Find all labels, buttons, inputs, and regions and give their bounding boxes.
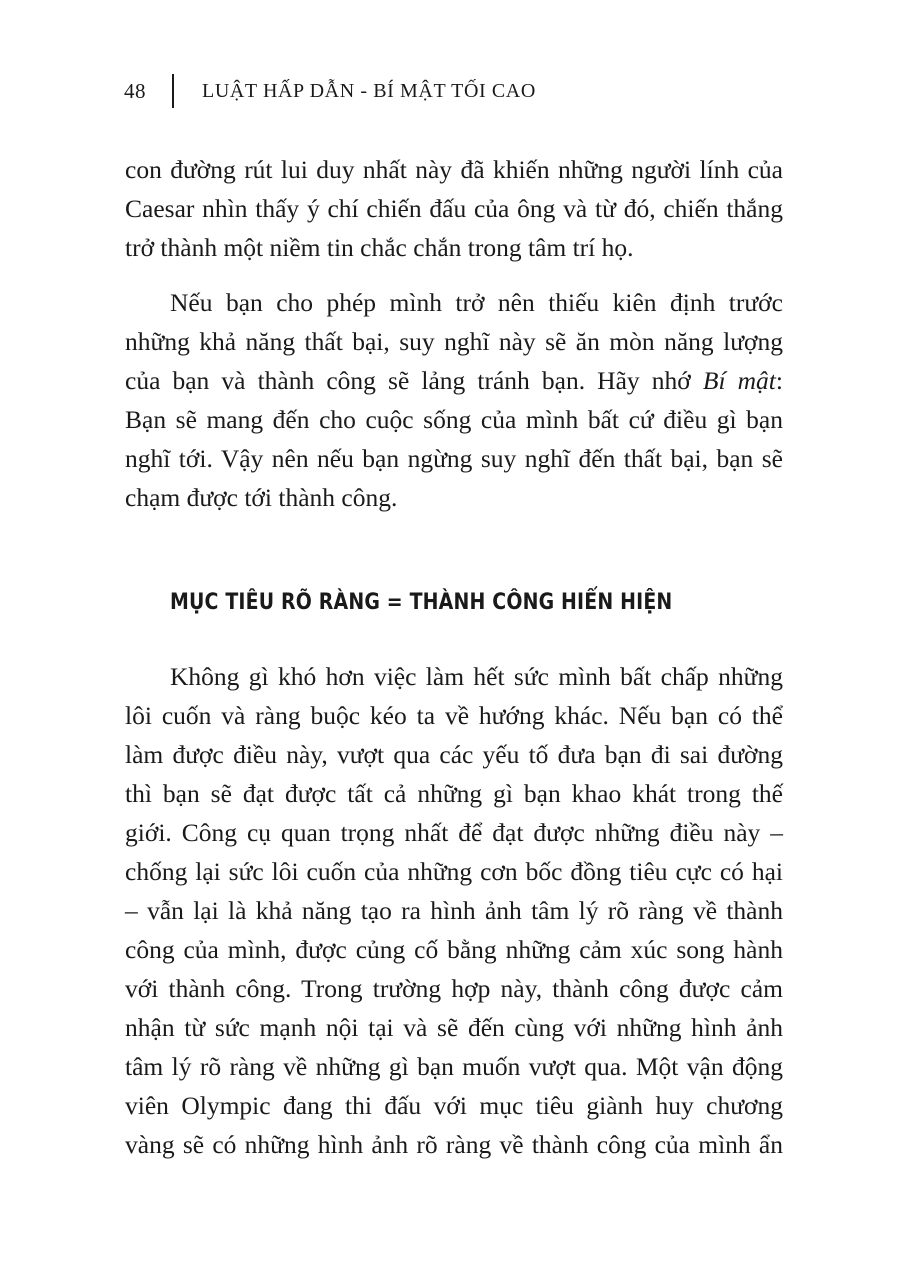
text-segment: : [775, 366, 783, 395]
running-title: LUẬT HẤP DẪN - BÍ MẬT TỐI CAO [202, 79, 536, 102]
text-line: tâm lý rõ ràng về những gì bạn muốn vượt qua. Một vận động [125, 1052, 783, 1081]
text-segment: của bạn và thành công sẽ lảng tránh bạn. Hãy nhớ [125, 366, 703, 395]
text-line: thì bạn sẽ đạt được tất cả những gì bạn khao khát trong thế [125, 779, 783, 808]
page-header [124, 74, 536, 108]
text-line: Không gì khó hơn việc làm hết sức mình bất chấp những [170, 662, 783, 691]
text-line: làm được điều này, vượt qua các yếu tố đưa bạn đi sai đường [125, 740, 783, 769]
text-line: với thành công. Trong trường hợp này, thành công được cảm [125, 974, 783, 1003]
text-line: chạm được tới thành công. [125, 483, 398, 512]
section-heading: MỤC TIÊU RÕ RÀNG = THÀNH CÔNG HIỂN HIỆN [170, 590, 673, 615]
paragraph-2 [125, 283, 783, 517]
text-line: – vẫn lại là khả năng tạo ra hình ảnh tâm lý rõ ràng về thành [125, 896, 783, 925]
text-line: công của mình, được củng cố bằng những cảm xúc song hành [125, 935, 783, 964]
paragraph-1 [125, 150, 783, 267]
text-line: chống lại sức lôi cuốn của những cơn bốc đồng tiêu cực có hại [125, 857, 783, 886]
text-line: con đường rút lui duy nhất này đã khiến những người lính của [125, 155, 783, 184]
text-line: giới. Công cụ quan trọng nhất để đạt được những điều này – [125, 818, 783, 847]
text-line: Nếu bạn cho phép mình trở nên thiếu kiên định trước [170, 288, 783, 317]
paragraph-3 [125, 657, 783, 1164]
text-line: lôi cuốn và ràng buộc kéo ta về hướng khác. Nếu bạn có thể [125, 701, 783, 730]
text-line: nghĩ tới. Vậy nên nếu bạn ngừng suy nghĩ đến thất bại, bạn sẽ [125, 444, 783, 473]
page-number: 48 [124, 78, 146, 103]
text-line: vàng sẽ có những hình ảnh rõ ràng về thành công của mình ẩn [125, 1130, 783, 1159]
header-divider [172, 74, 174, 108]
text-line: Bạn sẽ mang đến cho cuộc sống của mình bất cứ điều gì bạn [125, 405, 783, 434]
italic-term: Bí mật [702, 366, 776, 395]
text-line: nhận từ sức mạnh nội tại và sẽ đến cùng với những hình ảnh [125, 1013, 783, 1042]
text-line: viên Olympic đang thi đấu với mục tiêu giành huy chương [125, 1091, 783, 1120]
text-line [125, 361, 783, 400]
text-line: Caesar nhìn thấy ý chí chiến đấu của ông và từ đó, chiến thắng [125, 194, 783, 223]
text-line: những khả năng thất bại, suy nghĩ này sẽ ăn mòn năng lượng [125, 327, 783, 356]
text-line: trở thành một niềm tin chắc chắn trong tâm trí họ. [125, 233, 634, 262]
